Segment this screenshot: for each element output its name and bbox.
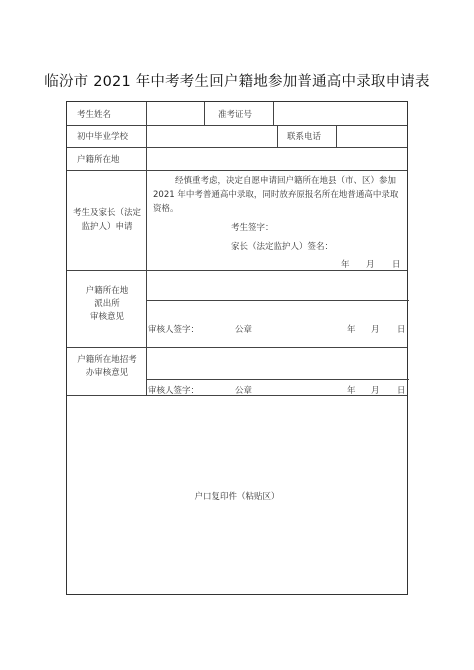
application-label: 考生及家长（法定监护人）申请: [72, 208, 141, 232]
phone-label: 联系电话: [287, 132, 322, 142]
signature-divider: [146, 300, 409, 301]
school-label: 初中毕业学校: [77, 132, 129, 142]
exam-number-label: 准考证号: [218, 110, 253, 120]
exam-office-reviewer-signature-label: 审核人签字：: [148, 386, 200, 396]
exam-office-review-label-line1: 户籍所在地招考: [77, 355, 137, 365]
exam-number-field[interactable]: [274, 102, 408, 124]
signature-divider: [146, 379, 409, 380]
police-date-day: 日: [397, 325, 406, 335]
residence-field[interactable]: [147, 148, 408, 170]
paste-area-label: 户口复印件（粘贴区）: [194, 492, 280, 502]
row-divider: [67, 347, 407, 348]
column-divider: [204, 102, 205, 125]
exam-office-date-month: 月: [371, 386, 380, 396]
student-name-label: 考生姓名: [77, 110, 112, 120]
application-date-month: 月: [366, 260, 375, 270]
application-date-day: 日: [392, 260, 401, 270]
police-date-month: 月: [371, 325, 380, 335]
police-review-label-line3: 审核意见: [89, 312, 124, 322]
application-statement: 经慎重考虑，决定自愿申请回户籍所在地县（市、区）参加 2021 年中考普通高中录取，同时放弃原报名所在地普通高中录取资格。: [153, 176, 399, 214]
exam-office-review-label-line2: 办审核意见: [85, 368, 129, 378]
column-divider: [277, 125, 278, 147]
residence-label: 户籍所在地: [77, 155, 120, 165]
police-review-label-line2: 派出所: [94, 299, 120, 309]
application-date-year: 年: [341, 260, 350, 270]
student-name-field[interactable]: [147, 102, 203, 124]
page-title: 临汾市 2021 年中考考生回户籍地参加普通高中录取申请表: [44, 74, 430, 90]
phone-field[interactable]: [337, 126, 408, 147]
school-field[interactable]: [147, 126, 276, 147]
exam-office-date-year: 年: [347, 386, 356, 396]
police-date-year: 年: [347, 325, 356, 335]
police-review-label-line1: 户籍所在地: [85, 286, 129, 296]
row-divider: [67, 170, 407, 171]
application-form-table: [66, 101, 408, 595]
row-divider: [67, 270, 407, 271]
exam-office-date-day: 日: [397, 386, 406, 396]
student-signature-label: 考生签字：: [231, 223, 274, 233]
police-reviewer-signature-label: 审核人签字：: [148, 325, 200, 335]
parent-signature-label: 家长（法定监护人）签名：: [231, 242, 334, 252]
exam-office-seal-label: 公章: [235, 386, 253, 396]
police-seal-label: 公章: [235, 325, 253, 335]
